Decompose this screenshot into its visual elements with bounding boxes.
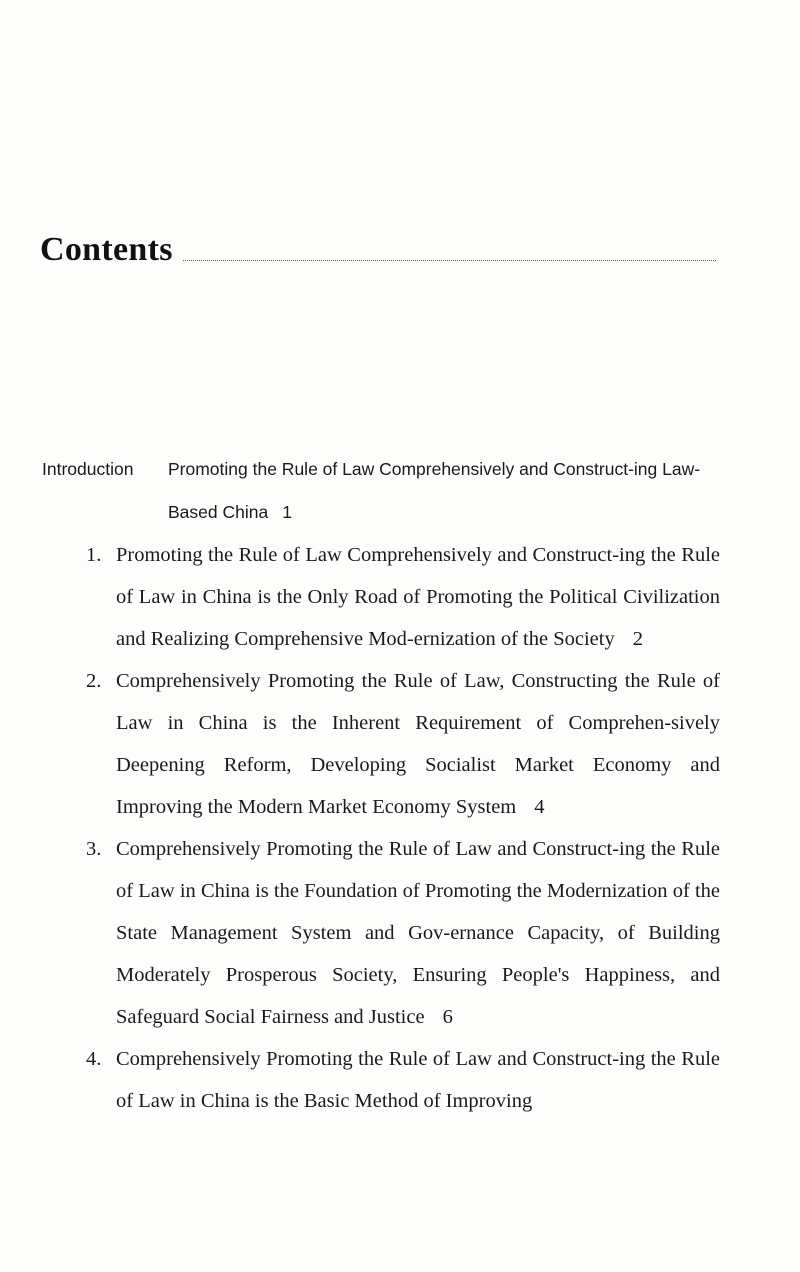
toc-entry-title: Comprehensively Promoting the Rule of Law and Construct-ing the Rule of Law in China is the Foundation of Promoting the Modernization of the State Management System and Gov-ernance Capacity, of Building Moderately Prosperous Society, Ensuring People's Happiness, and Safeguard Social Fairness and Justice [116,838,720,1028]
toc-entry-label: Introduction [42,459,134,479]
toc-page-number: 2 [632,628,643,650]
toc-entry[interactable] [86,828,720,1038]
toc-entry-number: 1. [86,544,102,566]
toc-entry-title: Comprehensively Promoting the Rule of Law and Construct-ing the Rule of Law in China is the Basic Method of Improving [116,1048,720,1112]
dotted-leader [183,260,716,261]
toc-page-number: 1 [282,502,292,522]
toc-page-number: 6 [442,1006,453,1028]
toc-entry-number: 3. [86,838,102,860]
toc-entry-title: Promoting the Rule of Law Comprehensively and Construct-ing Law-Based China [168,459,701,522]
toc-entry[interactable] [86,660,720,828]
contents-header [40,222,716,272]
toc-entry-title: Promoting the Rule of Law Comprehensively and Construct-ing the Rule of Law in China is the Only Road of Promoting the Political Civilization and Realizing Comprehensive Mod-ernization of the Society [116,544,720,650]
toc-entry[interactable] [86,534,720,660]
toc-entry-introduction[interactable] [42,448,722,534]
page-title: Contents [40,231,173,268]
toc-list [86,534,720,1122]
toc-entry-title: Comprehensively Promoting the Rule of Law, Constructing the Rule of Law in China is the Inherent Requirement of Comprehen-sively Deepening Reform, Developing Socialist Market Economy and Improving the Modern Market Economy System [116,670,720,818]
toc-page-number: 4 [534,796,545,818]
toc-entry-number: 4. [86,1048,102,1070]
toc-entry-number: 2. [86,670,102,692]
toc-entry[interactable] [86,1038,720,1122]
